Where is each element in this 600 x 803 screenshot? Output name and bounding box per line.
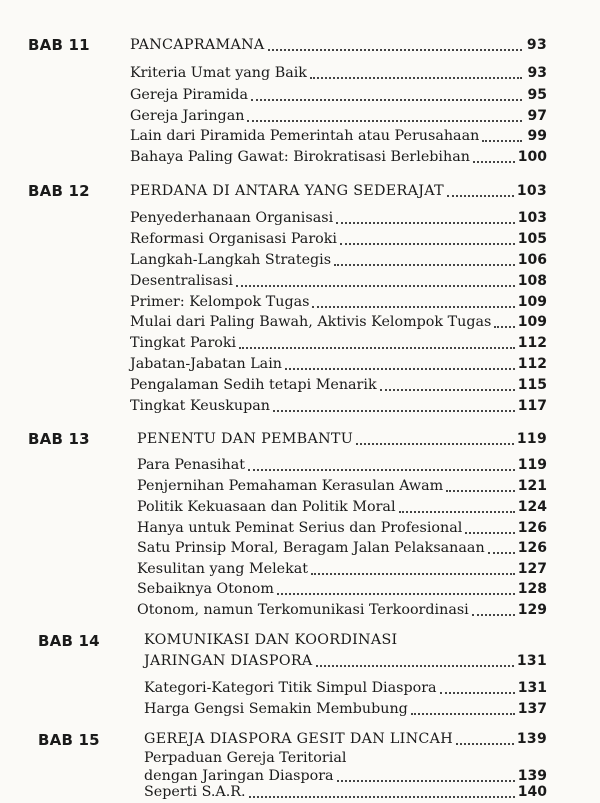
leader-dots [311, 573, 515, 575]
leader-dots [310, 77, 522, 79]
chapter-title-line: KOMUNIKASI DAN KOORDINASI [144, 632, 398, 648]
leader-dots [285, 368, 515, 370]
chapter-label: BAB 14 [38, 632, 100, 650]
leader-dots [236, 285, 515, 287]
page-number: 103 [516, 183, 547, 199]
chapter-title-row [137, 429, 547, 449]
entry-text: Harga Gengsi Semakin Membubung [144, 701, 408, 717]
entry-text: Bahaya Paling Gawat: Birokratisasi Berlebihan [130, 149, 470, 165]
chapter-title: PERDANA DI ANTARA YANG SEDERAJAT [130, 183, 444, 199]
page-number: 139 [516, 731, 547, 747]
page-number: 131 [517, 680, 547, 696]
leader-dots [440, 692, 515, 694]
entry-text: Tingkat Keuskupan [130, 398, 271, 414]
entry-text-line: Perpaduan Gereja Teritorial [144, 750, 347, 766]
toc-entry [130, 396, 547, 416]
page-number: 115 [517, 377, 547, 393]
toc-entry [137, 579, 547, 599]
toc-entry [130, 312, 547, 332]
chapter-label: BAB 12 [28, 182, 90, 200]
leader-dots [447, 195, 514, 197]
entry-text: Para Penasihat [137, 457, 245, 473]
entry-text: Kategori-Kategori Titik Simpul Diaspora [144, 680, 437, 696]
page-number: 131 [516, 653, 547, 669]
chapter-title-row [144, 729, 547, 749]
entry-text: Sebaiknya Otonom [137, 581, 274, 597]
page-number: 95 [527, 87, 547, 103]
page-number: 137 [517, 701, 547, 717]
leader-dots [273, 410, 515, 412]
leader-dots [316, 665, 514, 667]
leader-dots [340, 243, 515, 245]
toc-entry [137, 518, 547, 538]
leader-dots [488, 552, 515, 554]
page-number: 129 [517, 602, 547, 618]
entry-text: Satu Prinsip Moral, Beragam Jalan Pelaksanaan [137, 540, 485, 556]
toc-entry [130, 333, 547, 353]
entry-text: Kriteria Umat yang Baik [130, 65, 307, 81]
page-number: 100 [517, 149, 547, 165]
entry-text: Mulai dari Paling Bawah, Aktivis Kelompok Tugas [130, 314, 492, 330]
toc-entry [130, 106, 547, 126]
leader-dots [411, 713, 515, 715]
page-number: 93 [526, 37, 547, 53]
chapter-label: BAB 11 [28, 36, 90, 54]
chapter-title: PANCAPRAMANA [130, 37, 265, 53]
leader-dots [472, 614, 515, 616]
chapter-title: PENENTU DAN PEMBANTU [137, 431, 354, 447]
entry-text: Seperti S.A.R. [144, 784, 246, 800]
entry-text: Langkah-Langkah Strategis [130, 252, 332, 268]
chapter-title-row [130, 181, 547, 201]
page-number: 99 [527, 128, 547, 144]
page-number: 128 [517, 581, 547, 597]
entry-text: Gereja Jaringan [130, 108, 245, 124]
entry-text: Penyederhanaan Organisasi [130, 210, 334, 226]
page-number: 109 [517, 314, 547, 330]
chapter-label: BAB 13 [28, 430, 90, 448]
chapter-title-line: JARINGAN DIASPORA [144, 653, 313, 669]
page-number: 112 [517, 335, 547, 351]
toc-entry [130, 63, 547, 83]
leader-dots [336, 222, 515, 224]
entry-text: Otonom, namun Terkomunikasi Terkoordinasi [137, 602, 469, 618]
entry-text: Reformasi Organisasi Paroki [130, 231, 337, 247]
toc-entry [130, 292, 547, 312]
page-number: 105 [517, 231, 547, 247]
page-number: 112 [517, 356, 547, 372]
toc-entry [144, 678, 547, 698]
leader-dots [482, 140, 522, 142]
entry-text: Kesulitan yang Melekat [137, 561, 309, 577]
entry-text: Pengalaman Sedih tetapi Menarik [130, 377, 377, 393]
entry-text: Lain dari Piramida Pemerintah atau Perusahaan [130, 128, 480, 144]
page-number: 126 [517, 520, 547, 536]
toc-entry [130, 229, 547, 249]
leader-dots [248, 469, 515, 471]
toc-entry [130, 85, 547, 105]
entry-text: Desentralisasi [130, 273, 233, 289]
page-number: 127 [517, 561, 547, 577]
leader-dots [334, 264, 515, 266]
toc-entry [144, 699, 547, 719]
toc-entry [130, 208, 547, 228]
page-number: 93 [527, 65, 547, 81]
leader-dots [465, 532, 514, 534]
toc-entry [130, 147, 547, 167]
page-number: 109 [517, 294, 547, 310]
page-number: 97 [527, 108, 547, 124]
page-number: 140 [517, 784, 547, 800]
toc-entry [130, 271, 547, 291]
leader-dots [473, 161, 515, 163]
toc-entry [130, 250, 547, 270]
page-number: 108 [517, 273, 547, 289]
page-number: 117 [517, 398, 547, 414]
leader-dots [239, 347, 515, 349]
page-number: 124 [517, 499, 547, 515]
toc-entry [137, 559, 547, 579]
page-number: 103 [517, 210, 547, 226]
page-number: 126 [517, 540, 547, 556]
page-number: 119 [517, 457, 547, 473]
entry-text: Tingkat Paroki [130, 335, 237, 351]
toc-entry [137, 497, 547, 517]
leader-dots [277, 593, 515, 595]
toc-entry [137, 538, 547, 558]
leader-dots [249, 796, 515, 798]
entry-text: Penjernihan Pemahaman Kerasulan Awam [137, 478, 444, 494]
entry-text: Politik Kekuasaan dan Politik Moral [137, 499, 396, 515]
leader-dots [446, 490, 515, 492]
toc-entry [130, 354, 547, 374]
entry-text-line: dengan Jaringan Diaspora [144, 768, 334, 784]
toc-entry [130, 375, 547, 395]
chapter-title-row [144, 651, 547, 671]
leader-dots [251, 99, 522, 101]
leader-dots [380, 389, 515, 391]
page-number: 121 [517, 478, 547, 494]
toc-entry [144, 782, 547, 802]
entry-text: Primer: Kelompok Tugas [130, 294, 310, 310]
toc-entry [137, 455, 547, 475]
page-number: 139 [517, 768, 547, 784]
chapter-title-row [130, 35, 547, 55]
page-number: 119 [516, 431, 547, 447]
leader-dots [268, 49, 522, 51]
page-number: 106 [517, 252, 547, 268]
leader-dots [356, 443, 514, 445]
leader-dots [399, 511, 515, 513]
toc-entry [137, 476, 547, 496]
entry-text: Gereja Piramida [130, 87, 249, 103]
leader-dots [494, 326, 514, 328]
leader-dots [247, 120, 522, 122]
chapter-label: BAB 15 [38, 731, 100, 749]
toc-entry [130, 126, 547, 146]
entry-text: Jabatan-Jabatan Lain [130, 356, 282, 372]
chapter-title: GEREJA DIASPORA GESIT DAN LINCAH [144, 731, 454, 747]
toc-entry [137, 600, 547, 620]
leader-dots [312, 306, 514, 308]
leader-dots [456, 743, 514, 745]
entry-text: Hanya untuk Peminat Serius dan Profesional [137, 520, 463, 536]
